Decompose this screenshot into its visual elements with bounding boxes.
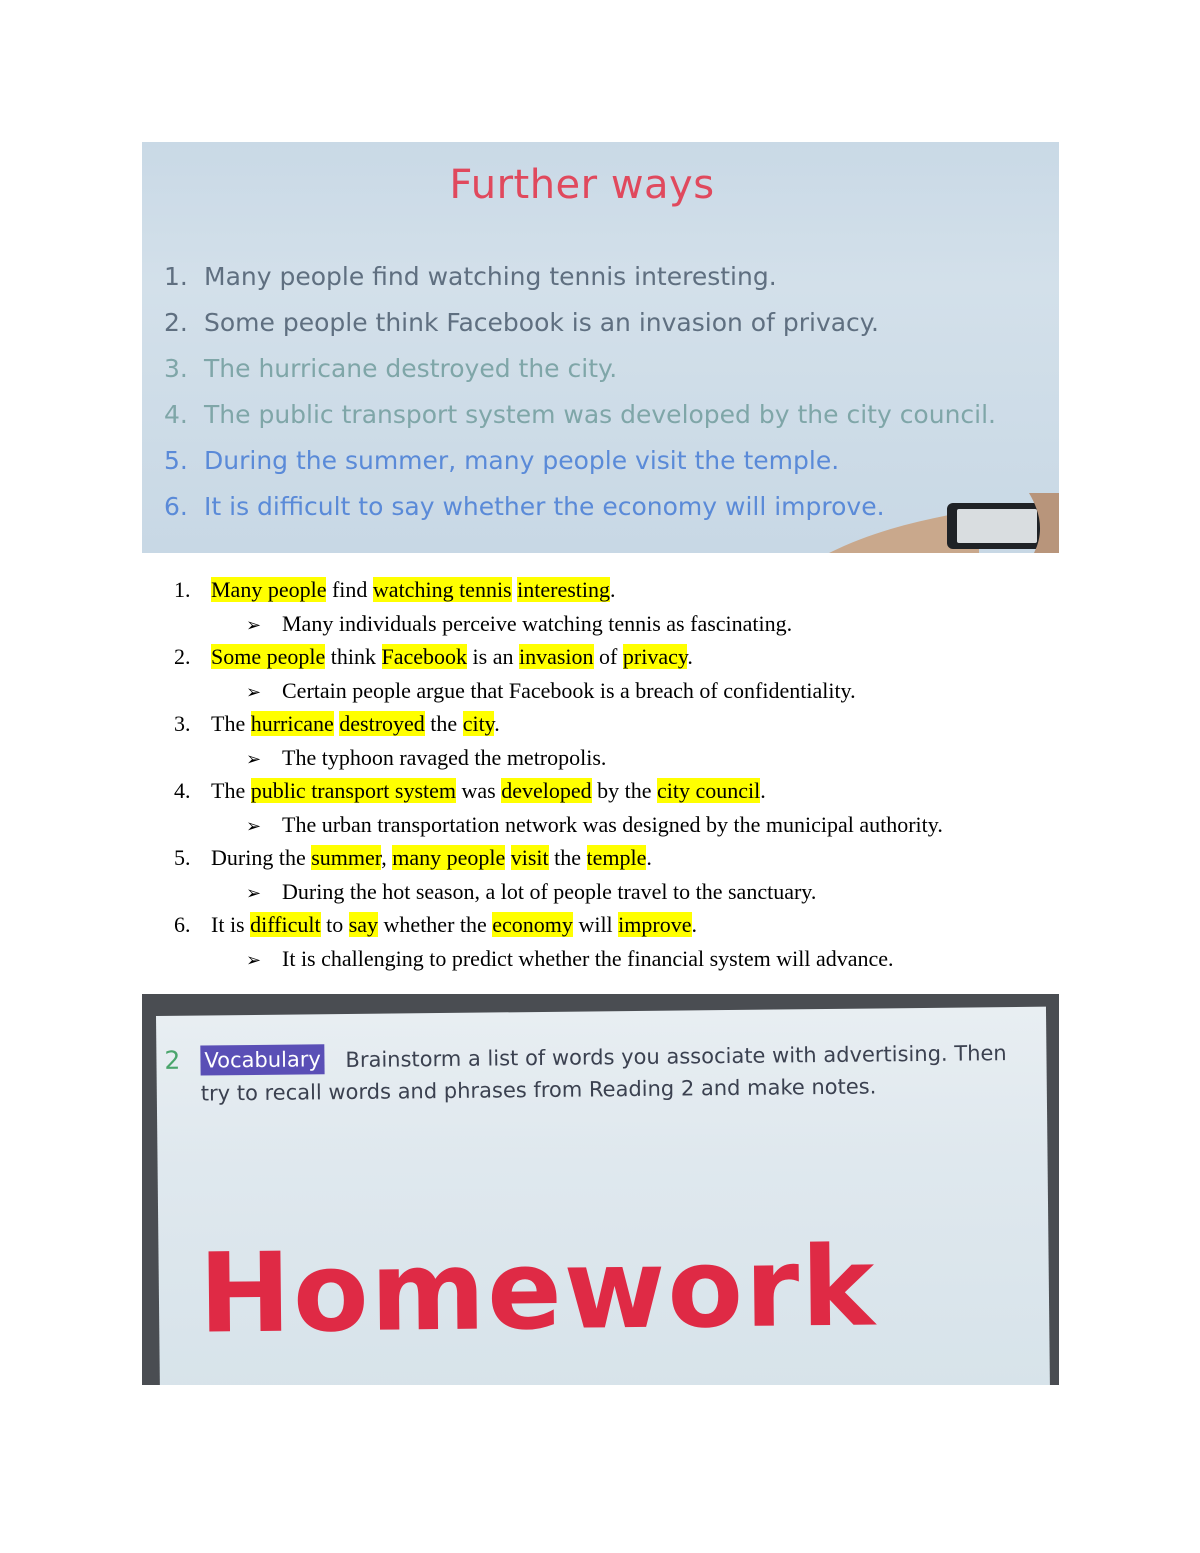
highlighted-word: many people [392,845,506,870]
exercise-number: 2 [164,1045,181,1075]
highlighted-word: public transport system [250,778,457,803]
homework-heading: Homework [198,1222,877,1358]
slide-title: Further ways [449,162,715,208]
paraphrase-list [174,573,1074,975]
original-sentence: 3. The hurricane destroyed the city. [174,711,500,736]
arrow-bullet-icon: ➢ [246,816,262,836]
slide-item: 5. During the summer, many people visit the temple. [164,446,840,475]
vocabulary-badge: Vocabulary [200,1044,325,1075]
sentence-text: whether the [378,912,493,937]
list-group [174,908,1074,975]
homework-photo [142,994,1059,1385]
highlighted-word: difficult [250,912,321,937]
sentence-text: will [572,912,619,937]
list-group [174,573,1074,640]
list-group [174,774,1074,841]
highlighted-word: hurricane [250,711,334,736]
arrow-bullet-icon: ➢ [246,749,262,769]
sentence-text: The [211,778,251,803]
highlighted-word: Facebook [381,644,468,669]
sentence-text: the [548,845,587,870]
highlighted-word: privacy [622,644,688,669]
original-sentence: 5. During the summer, many people visit the temple. [174,845,652,870]
sentence-text: to [320,912,349,937]
slide-photo [142,142,1059,553]
sentence-text: During the [211,845,312,870]
list-group [174,640,1074,707]
highlighted-word: summer [311,845,382,870]
arrow-bullet-icon: ➢ [246,615,262,635]
highlighted-word: destroyed [339,711,425,736]
list-group [174,707,1074,774]
paraphrase-sentence: ➢ During the hot season, a lot of people travel to the sanctuary. [174,875,1074,908]
highlighted-word: say [348,912,379,937]
slide-item: 1. Many people find watching tennis interesting. [164,262,777,291]
arrow-bullet-icon: ➢ [246,883,262,903]
sentence-text: . [691,912,697,937]
sentence-text: , [381,845,393,870]
sentence-text: . [610,577,616,602]
original-sentence: 2. Some people think Facebook is an invasion of privacy. [174,644,693,669]
highlighted-word: visit [510,845,549,870]
highlighted-word: invasion [518,644,594,669]
original-sentence: 4. The public transport system was developed by the city council. [174,778,766,803]
slide-sentence-list [164,254,996,530]
sentence-text: by the [591,778,658,803]
hand-holding-phone-icon [829,493,1059,553]
sentence-text: the [424,711,463,736]
highlighted-word: temple [586,845,647,870]
paraphrase-sentence: ➢ The urban transportation network was designed by the municipal authority. [174,808,1074,841]
sentence-text: is an [467,644,519,669]
sentence-text: . [646,845,652,870]
sentence-text: . [760,778,766,803]
highlighted-word: watching tennis [372,577,512,602]
highlighted-word: city council [657,778,761,803]
sentence-text: think [325,644,382,669]
monitor-screen [156,1007,1050,1385]
sentence-text: . [494,711,500,736]
paraphrase-sentence: ➢ It is challenging to predict whether the financial system will advance. [174,942,1074,975]
highlighted-word: city [462,711,495,736]
highlighted-word: interesting [517,577,610,602]
sentence-text [505,845,511,870]
paraphrase-sentence: ➢ Many individuals perceive watching tennis as fascinating. [174,607,1074,640]
original-sentence: 6. It is difficult to say whether the economy will improve. [174,912,697,937]
paraphrase-sentence: ➢ The typhoon ravaged the metropolis. [174,741,1074,774]
original-sentence: 1. Many people find watching tennis interesting. [174,577,616,602]
arrow-bullet-icon: ➢ [246,950,262,970]
sentence-text: It is [211,912,251,937]
paraphrase-sentence: ➢ Certain people argue that Facebook is a breach of confidentiality. [174,674,1074,707]
sentence-text: . [687,644,693,669]
highlighted-word: improve [618,912,692,937]
slide-item: 2. Some people think Facebook is an invasion of privacy. [164,308,879,337]
sentence-text: The [211,711,251,736]
slide-item: 3. The hurricane destroyed the city. [164,354,618,383]
sentence-text: find [326,577,373,602]
exercise-instructions: Brainstorm a list of words you associate with advertising. Then try to recall words and phrases from Reading 2 and make notes. [200,1041,1007,1106]
list-group [174,841,1074,908]
sentence-text: was [456,778,502,803]
highlighted-word: Many people [211,577,327,602]
slide-item: 4. The public transport system was developed by the city council. [164,400,997,429]
arrow-bullet-icon: ➢ [246,682,262,702]
highlighted-word: developed [501,778,592,803]
highlighted-word: Some people [211,644,326,669]
sentence-text: of [593,644,623,669]
highlighted-word: economy [492,912,573,937]
slide-item: 6. It is difficult to say whether the economy will improve. [164,492,885,521]
